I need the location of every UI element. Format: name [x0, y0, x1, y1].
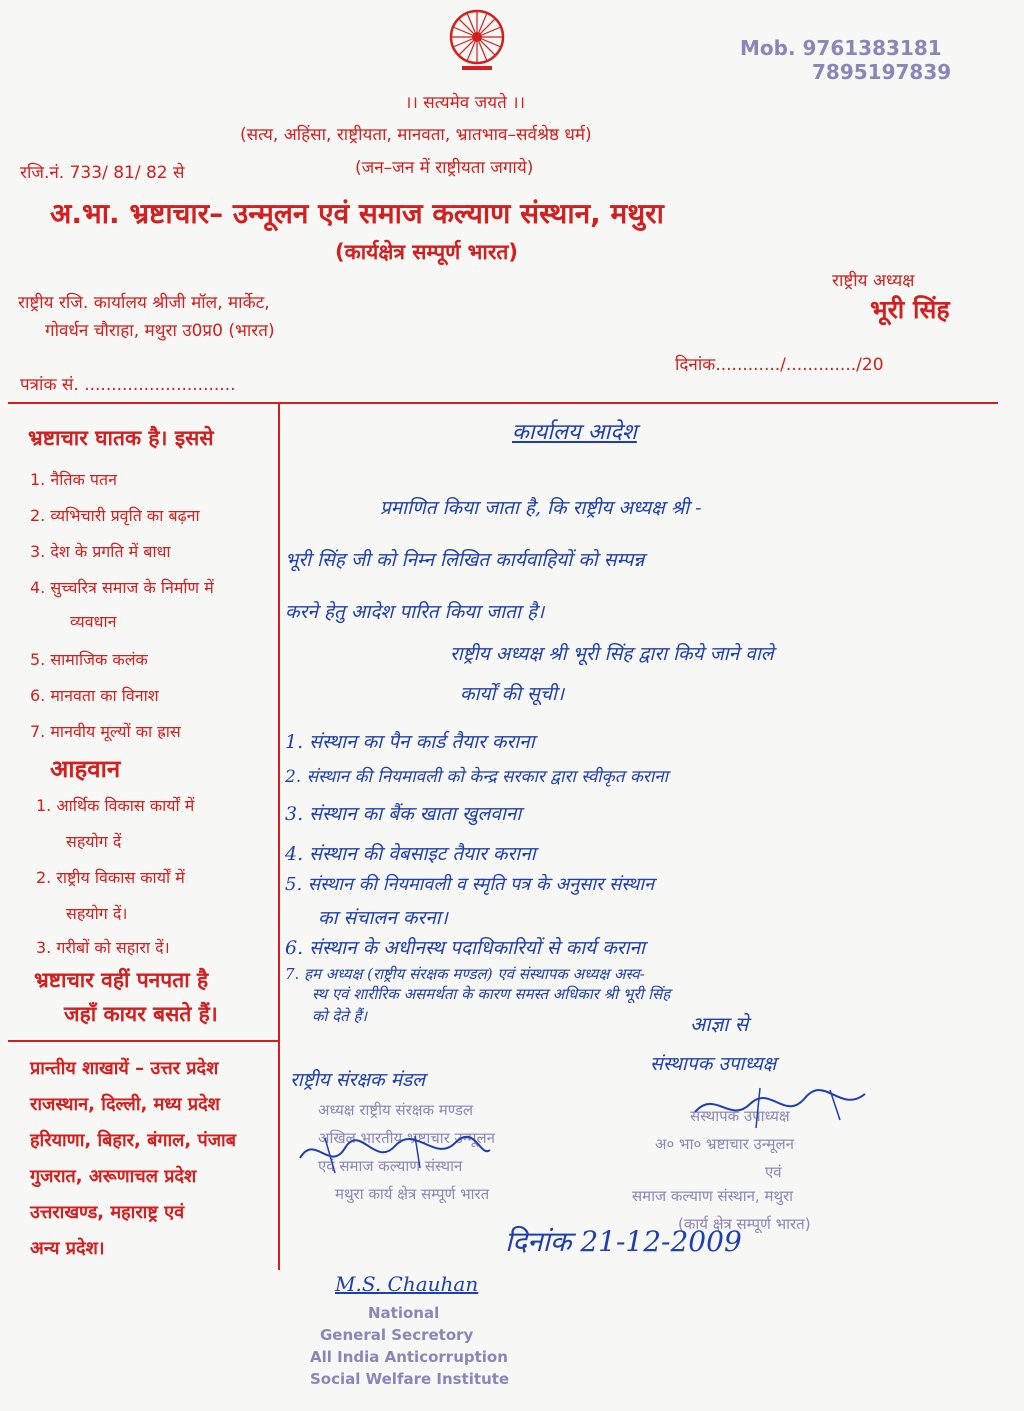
sidebar-divider [278, 402, 280, 1270]
order-date-handwritten: दिनांक 21-12-2009 [505, 1225, 742, 1258]
effect-item: 6. मानवता का विनाश [30, 686, 159, 705]
order-line: 2. संस्थान की नियमावली को केन्द्र सरकार द्वारा स्वीकृत कराना [285, 767, 669, 787]
left-stamp-line: एवं समाज कल्याण संस्थान [318, 1157, 463, 1175]
branches-line: अन्य प्रदेश। [30, 1238, 105, 1259]
registration-number: रजि.नं. 733/ 81/ 82 से [20, 163, 185, 183]
by-order-text: आज्ञा से [690, 1012, 749, 1036]
header-divider [8, 402, 998, 404]
bottom-stamp-line: General Secretory [320, 1326, 474, 1344]
effect-item: 3. देश के प्रगति में बाधा [30, 542, 171, 561]
left-stamp-line: मथुरा कार्य क्षेत्र सम्पूर्ण भारत [335, 1185, 490, 1203]
mobile-number-2: 7895197839 [812, 60, 952, 84]
signatory-name-handwritten: M.S. Chauhan [335, 1272, 479, 1296]
appeal-item: सहयोग दें। [66, 904, 128, 923]
effect-item: 5. सामाजिक कलंक [30, 650, 148, 669]
right-stamp-line: एवं [765, 1163, 782, 1181]
bottom-stamp-line: National [368, 1304, 440, 1322]
order-line: स्थ एवं शारीरिक असमर्थता के कारण समस्त अधिकार श्री भूरी सिंह [312, 985, 671, 1003]
order-line: प्रमाणित किया जाता है, कि राष्ट्रीय अध्यक्ष श्री - [380, 497, 702, 519]
bottom-stamp-line: All India Anticorruption [310, 1348, 508, 1366]
motto-text: ।। सत्यमेव जयते ।। [405, 93, 526, 113]
closing-slogan-line1: भ्रष्टाचार वहीं पनपता है [34, 968, 209, 992]
right-signature-icon [690, 1084, 870, 1130]
order-line: राष्ट्रीय अध्यक्ष श्री भूरी सिंह द्वारा किये जाने वाले [450, 643, 774, 665]
appeal-item: 2. राष्ट्रीय विकास कार्यों में [36, 868, 185, 887]
branches-line: हरियाणा, बिहार, बंगाल, पंजाब [30, 1130, 236, 1151]
left-signature-icon [295, 1128, 495, 1178]
order-line: करने हेतु आदेश पारित किया जाता है। [285, 601, 545, 623]
order-title: कार्यालय आदेश [512, 420, 637, 445]
president-name: भूरी सिंह [870, 295, 950, 324]
slogan-text: (जन–जन में राष्ट्रीयता जगाये) [355, 158, 534, 178]
effect-item: 1. नैतिक पतन [30, 470, 117, 489]
order-line: 7. हम अध्यक्ष (राष्ट्रीय संरक्षक मण्डल) एवं संस्थापक अध्यक्ष अस्व- [285, 965, 645, 983]
order-line: 6. संस्थान के अधीनस्थ पदाधिकारियों से कार्य कराना [285, 937, 645, 959]
order-line: भूरी सिंह जी को निम्न लिखित कार्यवाहियों को सम्पन्न [285, 549, 645, 571]
order-line: 4. संस्थान की वेबसाइट तैयार कराना [285, 843, 536, 865]
date-label: दिनांक............/............./20 [675, 355, 884, 375]
right-stamp-line: (कार्य क्षेत्र सम्पूर्ण भारत) [678, 1215, 811, 1233]
president-title: राष्ट्रीय अध्यक्ष [832, 271, 915, 291]
right-stamp-line: संस्थापक उपाध्यक्ष [690, 1107, 790, 1125]
order-line: 3. संस्थान का बैंक खाता खुलवाना [285, 803, 522, 825]
appeal-item: 3. गरीबों को सहारा दें। [36, 938, 170, 957]
appeal-heading: आहवान [50, 755, 121, 783]
reference-number-label: पत्रांक सं. ............................ [20, 375, 236, 395]
sidebar-section-divider [8, 1040, 280, 1042]
right-stamp-line: समाज कल्याण संस्थान, मथुरा [632, 1187, 794, 1205]
values-text: (सत्य, अहिंसा, राष्ट्रीयता, मानवता, भ्रातभाव–सर्वश्रेष्ठ धर्म) [240, 125, 592, 145]
branches-line: उत्तराखण्ड, महाराष्ट्र एवं [30, 1202, 185, 1223]
bottom-stamp-line: Social Welfare Institute [310, 1370, 510, 1388]
order-line: 5. संस्थान की नियमावली व स्मृति पत्र के अनुसार संस्थान [285, 874, 655, 895]
organization-name: अ.भा. भ्रष्टाचार– उन्मूलन एवं समाज कल्याण संस्थान, मथुरा [50, 197, 664, 230]
closing-slogan-line2: जहाँ कायर बसते हैं। [64, 1002, 218, 1026]
office-address-line1: राष्ट्रीय रजि. कार्यालय श्रीजी मॉल, मार्केट, [18, 293, 270, 313]
mobile-number-1: Mob. 9761383181 [740, 36, 942, 60]
appeal-item: सहयोग दें [66, 832, 122, 851]
right-signatory-title: संस्थापक उपाध्यक्ष [650, 1053, 777, 1075]
order-line: कार्यों की सूची। [460, 683, 565, 705]
effect-item: व्यवधान [70, 612, 117, 631]
left-signatory-title: राष्ट्रीय संरक्षक मंडल [290, 1069, 426, 1091]
office-address-line2: गोवर्धन चौराहा, मथुरा उ0प्र0 (भारत) [45, 321, 275, 341]
order-line: को देते हैं। [312, 1007, 368, 1025]
right-stamp-line: अ० भा० भ्रष्टाचार उन्मूलन [655, 1135, 794, 1153]
branches-line: प्रान्तीय शाखायें – उत्तर प्रदेश [30, 1058, 219, 1079]
order-line: 1. संस्थान का पैन कार्ड तैयार कराना [285, 731, 535, 753]
branches-line: गुजरात, अरूणाचल प्रदेश [30, 1166, 197, 1187]
organization-scope: (कार्यक्षेत्र सम्पूर्ण भारत) [335, 240, 518, 264]
left-stamp-line: अध्यक्ष राष्ट्रीय संरक्षक मण्डल [318, 1101, 474, 1119]
appeal-item: 1. आर्थिक विकास कार्यों में [36, 796, 195, 815]
effect-item: 2. व्यभिचारी प्रवृति का बढ़ना [30, 506, 200, 525]
left-stamp-line: अखिल भारतीय भ्रष्टाचार उन्मूलन [318, 1129, 495, 1147]
effect-item: 7. मानवीय मूल्यों का ह्रास [30, 722, 181, 741]
order-line: का संचालन करना। [318, 907, 448, 929]
ashoka-chakra-emblem-icon [446, 6, 508, 76]
sidebar-heading: भ्रष्टाचार घातक है। इससे [28, 426, 214, 450]
effect-item: 4. सुच्चरित्र समाज के निर्माण में [30, 578, 214, 597]
branches-line: राजस्थान, दिल्ली, मध्य प्रदेश [30, 1094, 220, 1115]
